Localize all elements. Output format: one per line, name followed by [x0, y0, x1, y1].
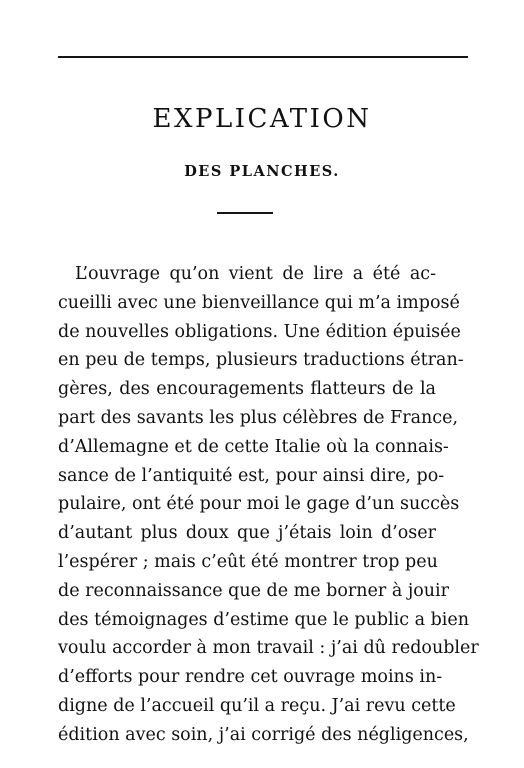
text-line: en peu de temps, plusieurs traductions étran-	[58, 350, 464, 371]
body-paragraph	[58, 260, 479, 750]
text-line: voulu accorder à mon travail : j’ai dû redoubler	[58, 638, 479, 659]
header-rule	[58, 56, 468, 58]
text-line: sance de l’antiquité est, pour ainsi dire, po-	[58, 465, 445, 486]
text-line: d’efforts pour rendre cet ouvrage moins in-	[58, 667, 443, 688]
text-line: d’Allemagne et de cette Italie où la connais-	[58, 436, 449, 457]
text-line: part des savants les plus célèbres de France,	[58, 407, 459, 428]
text-line: des témoignages d’estime que le public a bien	[58, 609, 470, 630]
text-line: l’espérer ; mais c’eût été montrer trop peu	[58, 551, 438, 572]
text-line: de nouvelles obligations. Une édition épuisée	[58, 321, 461, 342]
text-line: édition avec soin, j’ai corrigé des négligences,	[58, 724, 469, 745]
text-line: cueilli avec une bienveillance qui m’a imposé	[58, 292, 460, 313]
page-subtitle: DES PLANCHES.	[184, 163, 340, 180]
text-line: digne de l’accueil qu’il a reçu. J’ai revu cette	[58, 695, 456, 716]
text-line: de reconnaissance que de me borner à jouir	[58, 580, 450, 601]
text-line: L’ouvrage qu’on vient de lire a été ac-	[75, 264, 436, 284]
text-line: gères, des encouragements flatteurs de la	[58, 379, 436, 400]
title-divider	[217, 212, 273, 214]
text-line: d’autant plus doux que j’étais loin d’oser	[58, 523, 436, 544]
text-line: pulaire, ont été pour moi le gage d’un succès	[58, 494, 460, 515]
page-title: EXPLICATION	[152, 104, 372, 134]
